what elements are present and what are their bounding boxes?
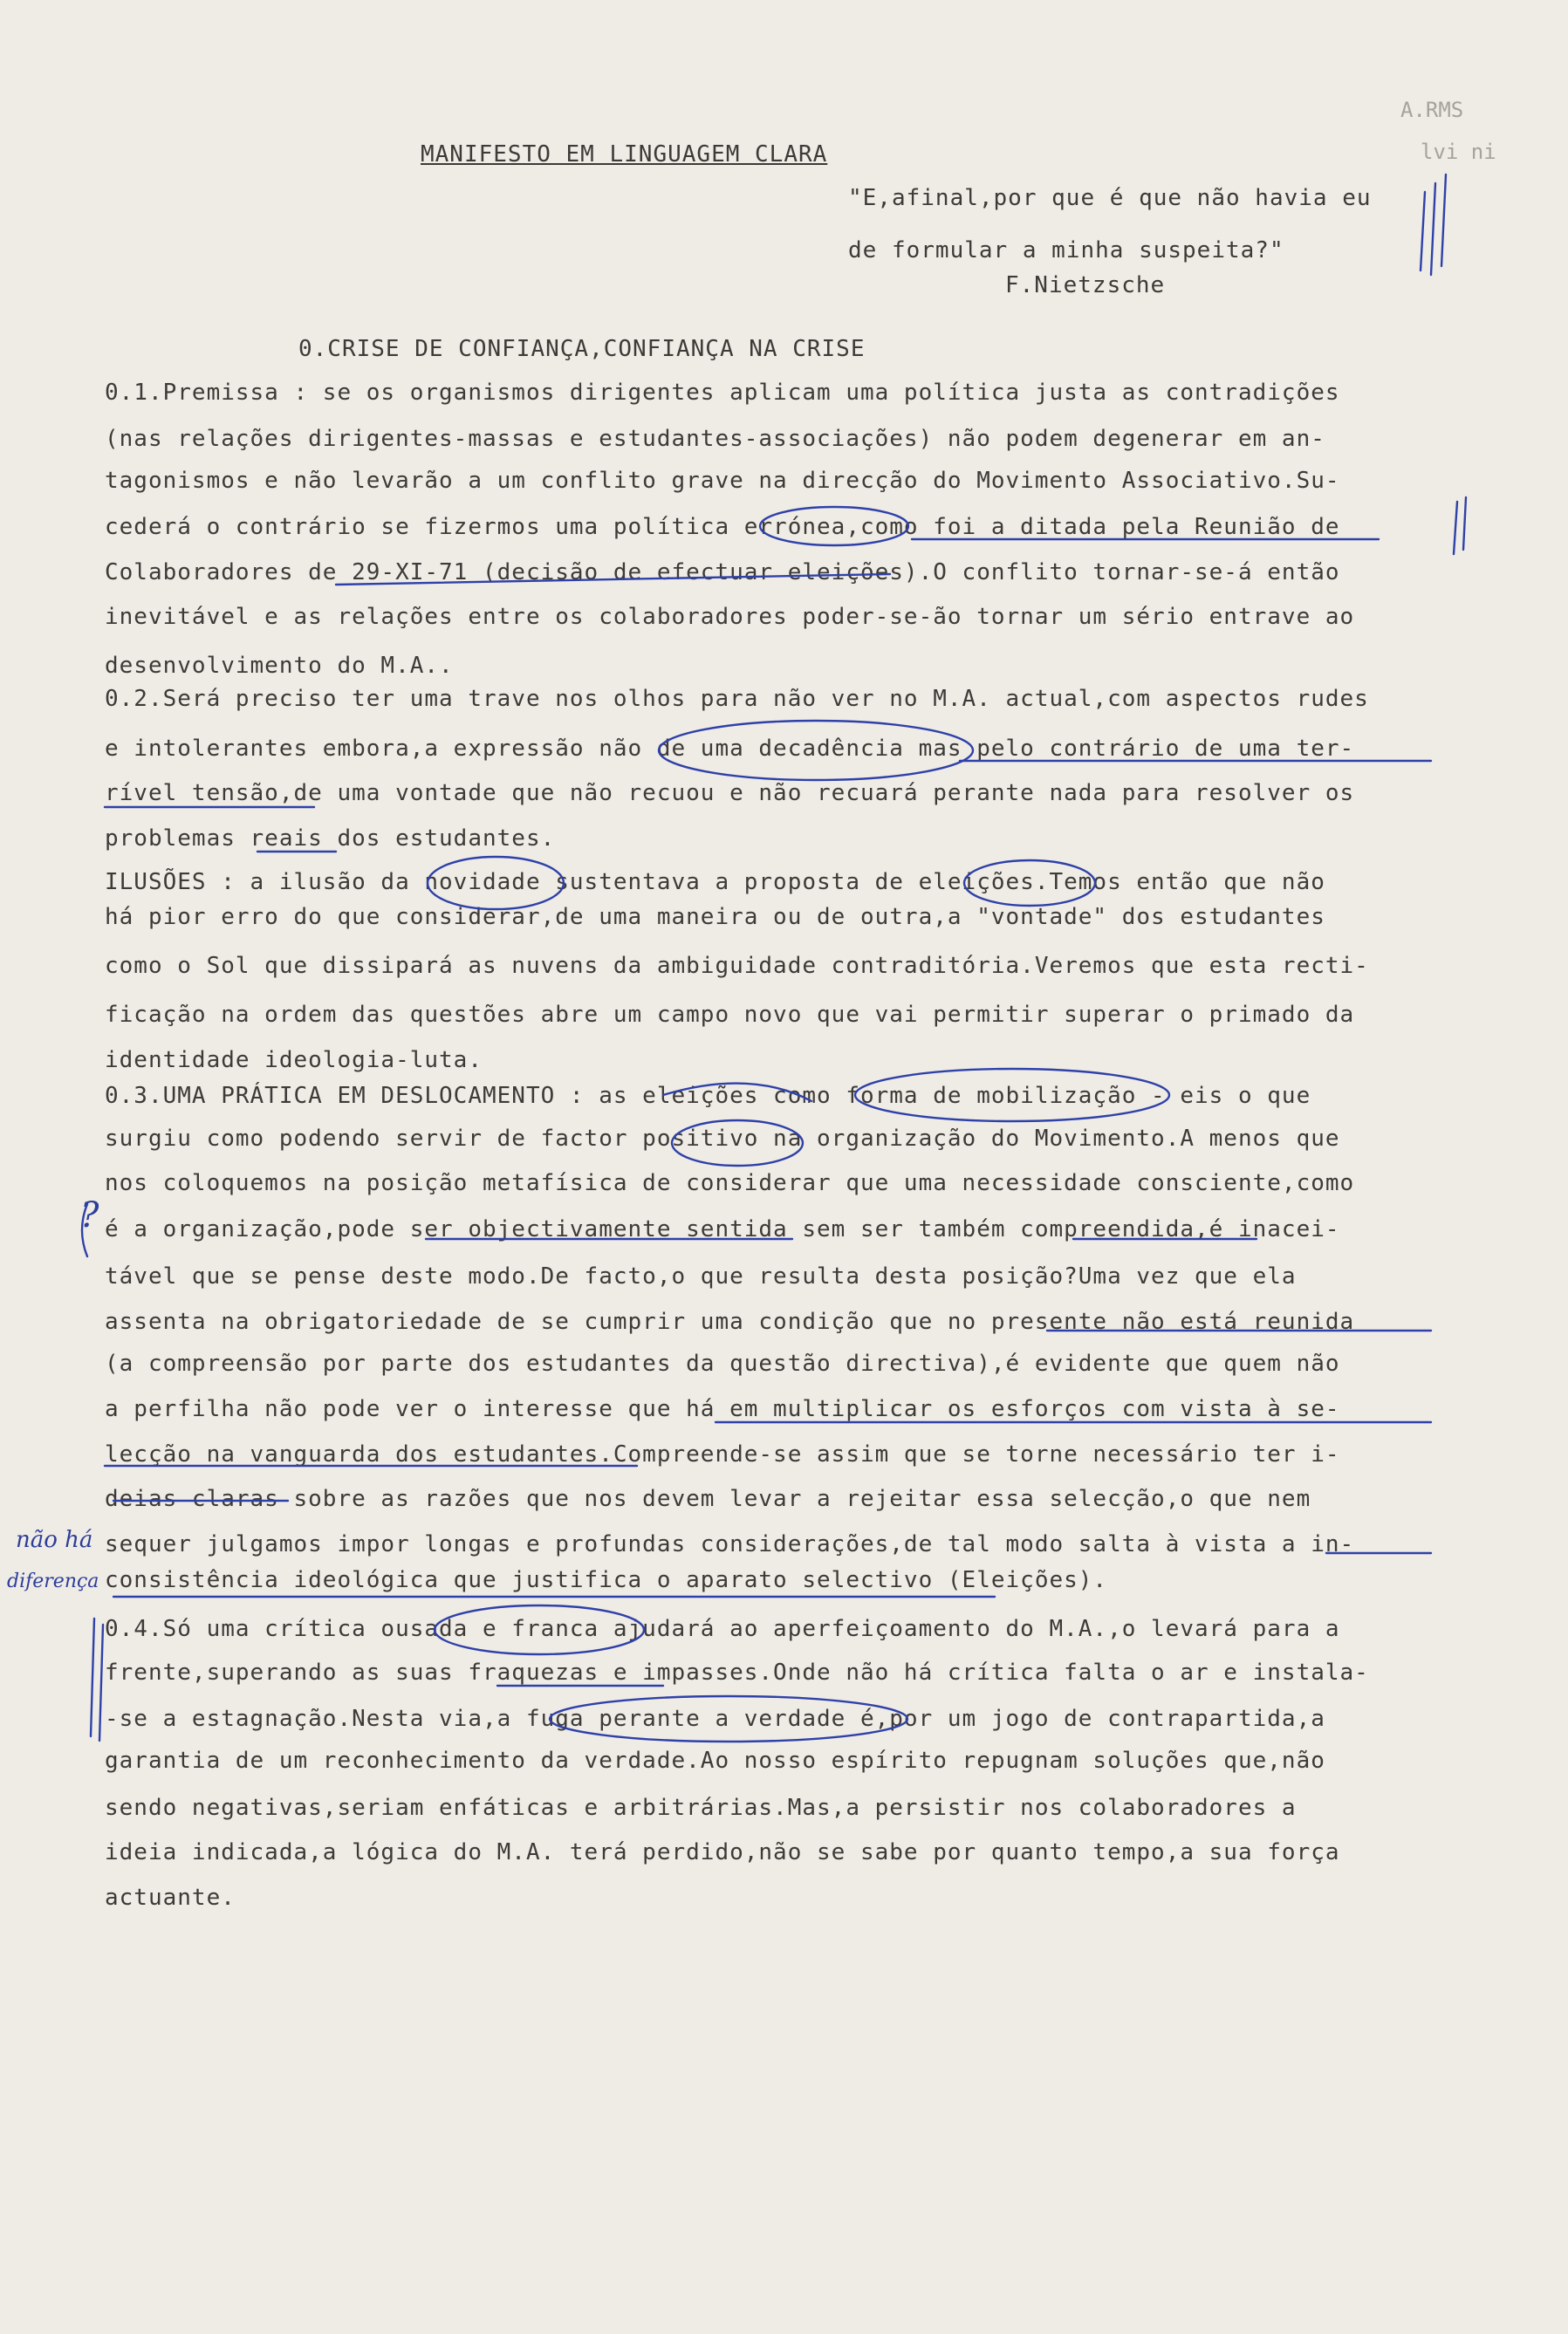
body-line: cederá o contrário se fizermos uma política errónea,como foi a ditada pela Reunião de xyxy=(105,514,1340,540)
margin-mark-top-right: A.RMS xyxy=(1400,98,1464,122)
body-line: actuante. xyxy=(105,1885,236,1911)
body-line: assenta na obrigatoriedade de se cumprir uma condição que no presente não está reunida xyxy=(105,1309,1355,1335)
body-line: é a organização,pode ser objectivamente sentida sem ser também compreendida,é inacei- xyxy=(105,1216,1340,1242)
body-line: inevitável e as relações entre os colaboradores poder-se-ão tornar um sério entrave ao xyxy=(105,604,1355,630)
body-line: surgiu como podendo servir de factor positivo na organização do Movimento.A menos que xyxy=(105,1126,1340,1152)
epigraph-author: F.Nietzsche xyxy=(1005,272,1166,298)
handwritten-question-mark: ? xyxy=(80,1195,99,1235)
body-line: 0.3.UMA PRÁTICA EM DESLOCAMENTO : as eleições como forma de mobilização - eis o que xyxy=(105,1083,1311,1109)
body-line: 0.2.Será preciso ter uma trave nos olhos para não ver no M.A. actual,com aspectos rudes xyxy=(105,686,1369,712)
body-line: sequer julgamos impor longas e profundas considerações,de tal modo salta à vista a in- xyxy=(105,1531,1355,1557)
body-line: Colaboradores de 29-XI-71 (decisão de efectuar eleições).O conflito tornar-se-á então xyxy=(105,559,1340,585)
body-line: lecção na vanguarda dos estudantes.Compreende-se assim que se torne necessário ter i- xyxy=(105,1441,1340,1468)
page-title: MANIFESTO EM LINGUAGEM CLARA xyxy=(421,141,828,168)
body-line: 0.4.Só uma crítica ousada e franca ajudará ao aperfeiçoamento do M.A.,o levará para a xyxy=(105,1616,1340,1642)
body-line: tagonismos e não levarão a um conflito grave na direcção do Movimento Associativo.Su- xyxy=(105,468,1340,494)
body-line: rível tensão,de uma vontade que não recuou e não recuará perante nada para resolver os xyxy=(105,780,1355,806)
body-line: deias claras sobre as razões que nos devem levar a rejeitar essa selecção,o que nem xyxy=(105,1486,1311,1512)
epigraph-line-2: de formular a minha suspeita?" xyxy=(848,237,1284,264)
body-line: garantia de um reconhecimento da verdade.Ao nosso espírito repugnam soluções que,não xyxy=(105,1748,1325,1774)
body-line: problemas reais dos estudantes. xyxy=(105,825,556,852)
body-line: nos coloquemos na posição metafísica de considerar que uma necessidade consciente,como xyxy=(105,1170,1355,1196)
body-line: identidade ideologia-luta. xyxy=(105,1047,483,1073)
body-line: ideia indicada,a lógica do M.A. terá perdido,não se sabe por quanto tempo,a sua força xyxy=(105,1839,1340,1865)
handwritten-note-line-1: não há xyxy=(16,1527,93,1553)
epigraph-line-1: "E,afinal,por que é que não havia eu xyxy=(848,185,1372,211)
margin-mark-top-right-2: lvi ni xyxy=(1421,140,1496,164)
body-line: ficação na ordem das questões abre um campo novo que vai permitir superar o primado da xyxy=(105,1002,1355,1028)
body-line: 0.1.Premissa : se os organismos dirigentes aplicam uma política justa as contradições xyxy=(105,380,1340,406)
body-line: ILUSÕES : a ilusão da novidade sustentava a proposta de eleições.Temos então que não xyxy=(105,869,1325,895)
body-line: (a compreensão por parte dos estudantes da questão directiva),é evidente que quem não xyxy=(105,1351,1340,1377)
body-line: consistência ideológica que justifica o aparato selectivo (Eleições). xyxy=(105,1567,1108,1593)
body-line: -se a estagnação.Nesta via,a fuga perante a verdade é,por um jogo de contrapartida,a xyxy=(105,1706,1325,1732)
body-line: sendo negativas,seriam enfáticas e arbitrárias.Mas,a persistir nos colaboradores a xyxy=(105,1795,1297,1821)
margin-stroke xyxy=(1454,497,1466,554)
body-line: há pior erro do que considerar,de uma maneira ou de outra,a "vontade" dos estudantes xyxy=(105,904,1325,930)
section-heading: 0.CRISE DE CONFIANÇA,CONFIANÇA NA CRISE xyxy=(298,336,866,362)
body-line: desenvolvimento do M.A.. xyxy=(105,653,454,679)
handwritten-note-line-2: diferença xyxy=(7,1571,99,1592)
body-line: a perfilha não pode ver o interesse que há em multiplicar os esforços com vista à se- xyxy=(105,1396,1340,1422)
body-line: tável que se pense deste modo.De facto,o que resulta desta posição?Uma vez que ela xyxy=(105,1263,1297,1290)
body-line: (nas relações dirigentes-massas e estudantes-associações) não podem degenerar em an- xyxy=(105,426,1325,452)
body-line: como o Sol que dissipará as nuvens da ambiguidade contraditória.Veremos que esta recti- xyxy=(105,953,1369,979)
margin-stroke-left xyxy=(91,1619,103,1741)
body-line: e intolerantes embora,a expressão não de uma decadência mas pelo contrário de uma ter- xyxy=(105,736,1355,762)
margin-stroke xyxy=(1421,175,1446,275)
body-line: frente,superando as suas fraquezas e impasses.Onde não há crítica falta o ar e instala- xyxy=(105,1660,1369,1686)
